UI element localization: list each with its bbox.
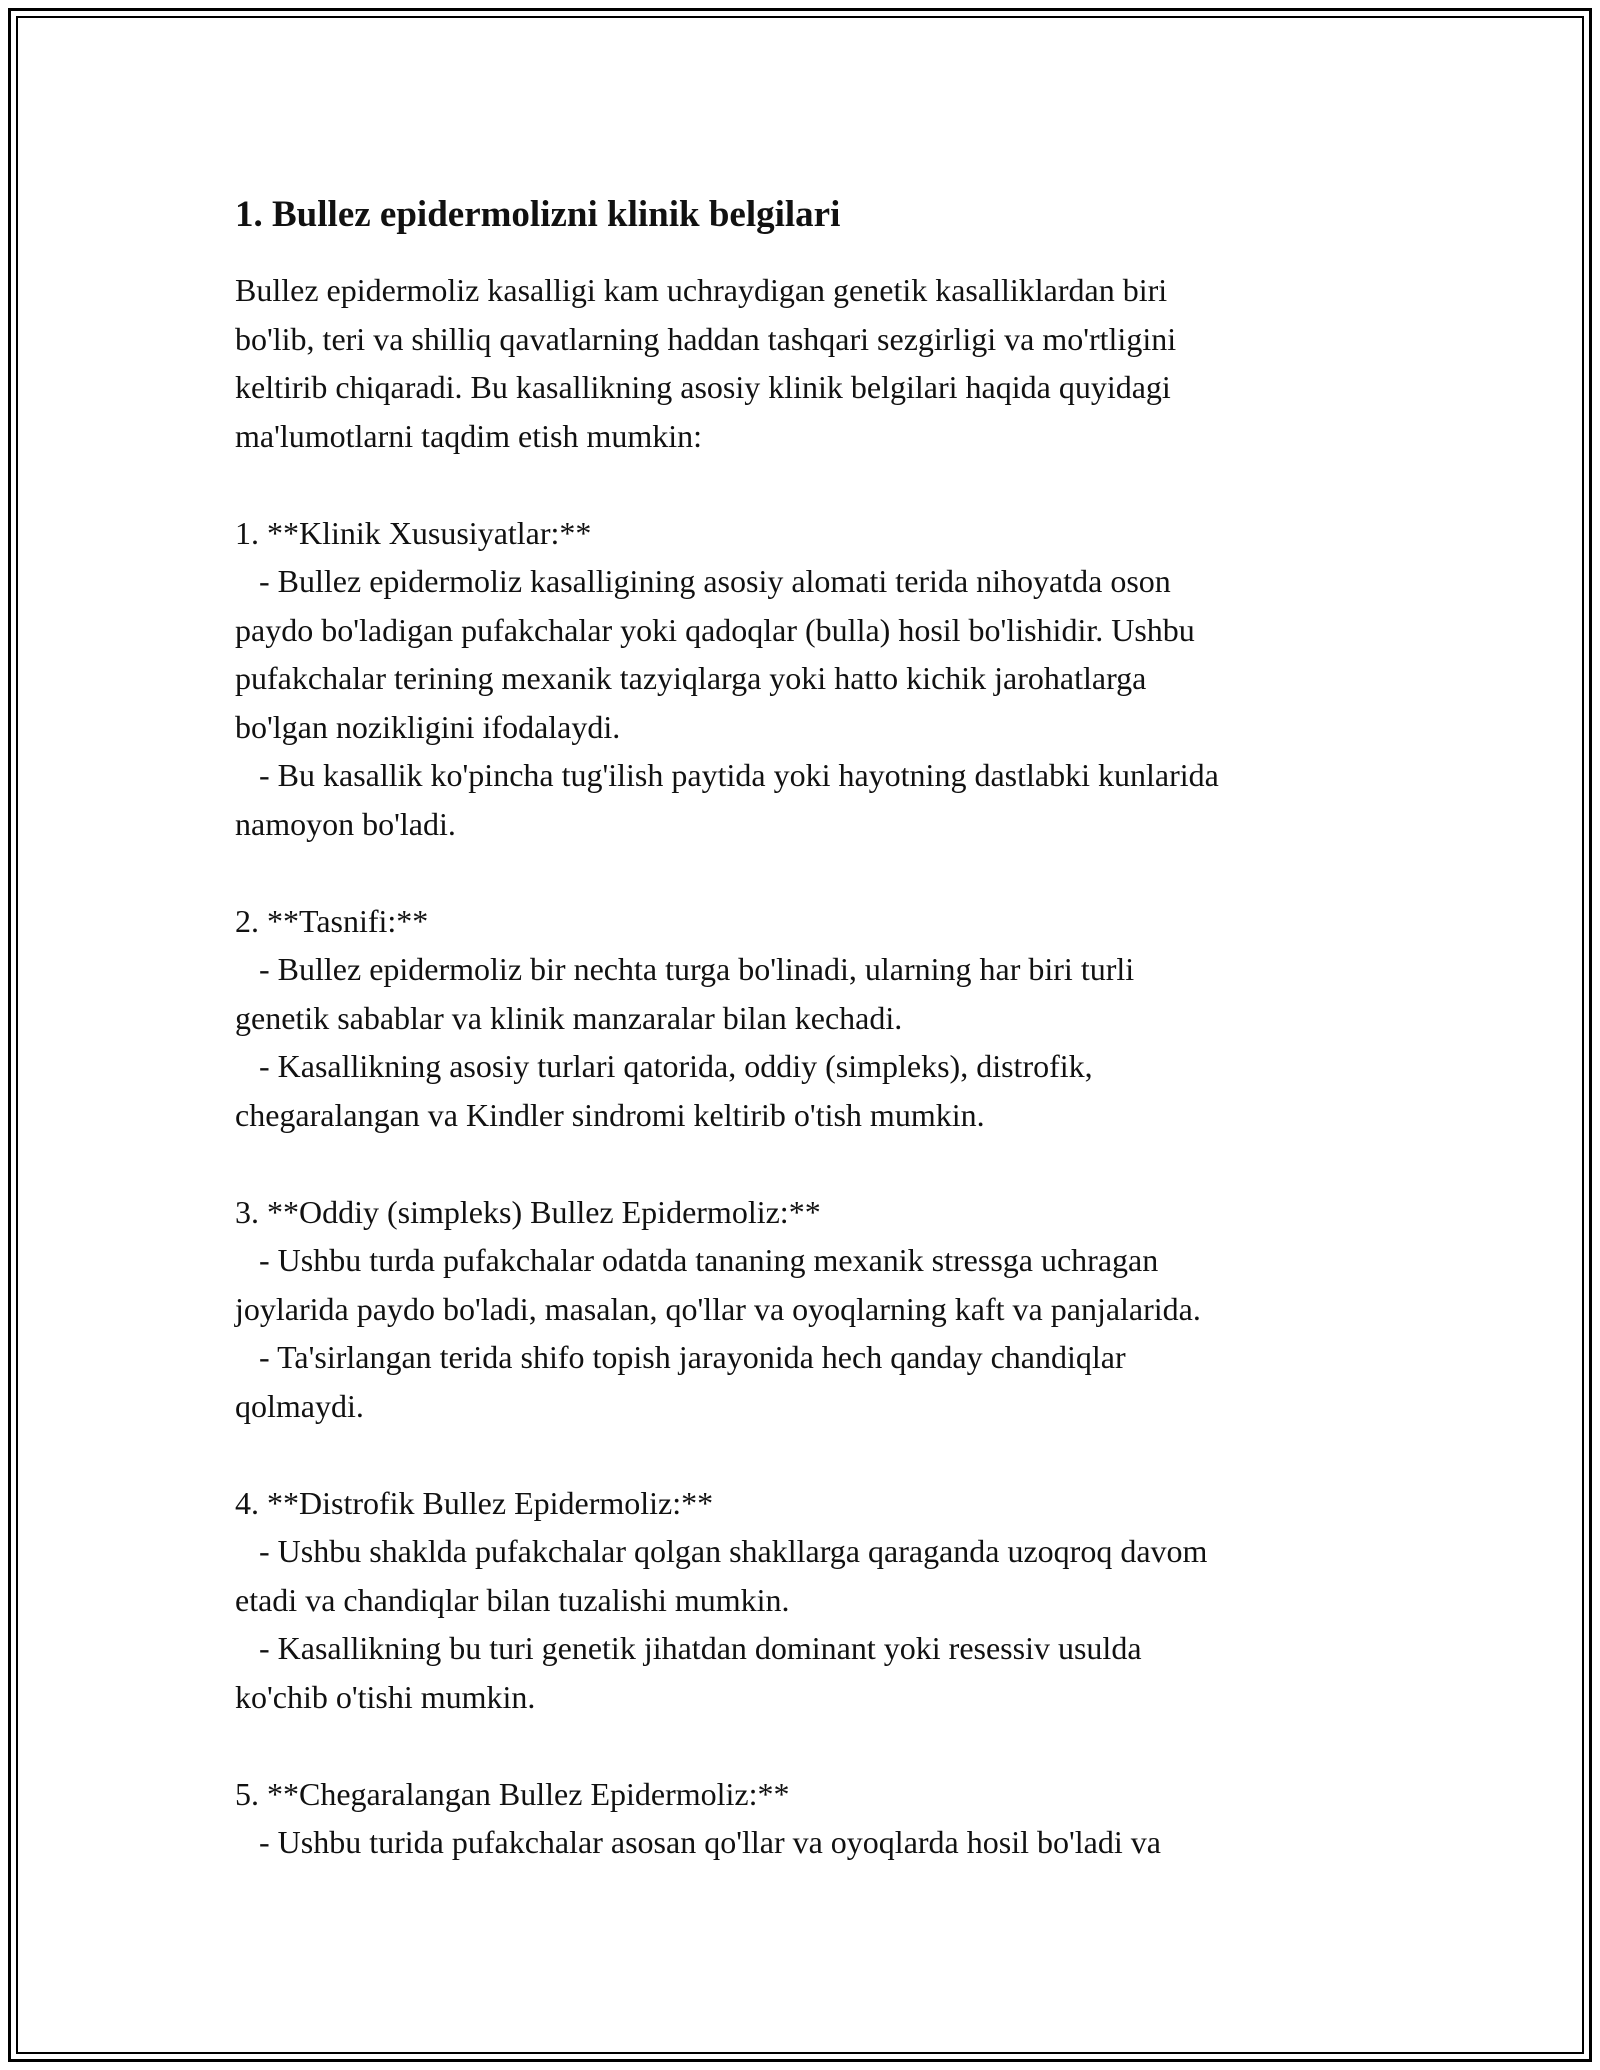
bullet-line: - Bullez epidermoliz bir nechta turga bo'linadi, ularning har biri turli [235,951,1135,987]
bullet-line: - Kasallikning asosiy turlari qatorida, oddiy (simpleks), distrofik, [235,1048,1093,1084]
bullet-line: - Ushbu turda pufakchalar odatda tananing mexanik stressga uchragan [235,1242,1159,1278]
intro-paragraph [235,266,1375,460]
bullet-line: - Ta'sirlangan terida shifo topish jarayonida hech qanday chandiqlar [235,1339,1126,1375]
bullet-line: genetik sabablar va klinik manzaralar bilan kechadi. [235,999,903,1036]
section-bullet [235,1333,1375,1430]
bullet-line: chegaralangan va Kindler sindromi keltirib o'tish mumkin. [235,1096,985,1133]
section-heading: 4. **Distrofik Bullez Epidermoliz:** [235,1484,714,1521]
bullet-line: - Bullez epidermoliz kasalligining asosiy alomati terida nihoyatda oson [235,563,1171,599]
bullet-line: paydo bo'ladigan pufakchalar yoki qadoqlar (bulla) hosil bo'lishidir. Ushbu [235,611,1195,648]
intro-line: ma'lumotlarni taqdim etish mumkin: [235,417,703,454]
section-4 [235,1479,1375,1722]
document-title: 1. Bullez epidermolizni klinik belgilari [235,194,841,235]
section-1 [235,509,1375,849]
section-spacer [235,1721,1375,1770]
document-body [235,190,1375,1867]
section-heading: 5. **Chegaralangan Bullez Epidermoliz:** [235,1775,790,1812]
section-heading: 3. **Oddiy (simpleks) Bullez Epidermoliz:** [235,1193,821,1230]
sections-list [235,460,1375,1867]
section-bullet [235,751,1375,848]
section-heading: 2. **Tasnifi:** [235,902,429,939]
bullet-line: joylarida paydo bo'ladi, masalan, qo'llar va oyoqlarning kaft va panjalarida. [235,1290,1201,1327]
bullet-line: pufakchalar terining mexanik tazyiqlarga yoki hatto kichik jarohatlarga [235,660,1147,696]
section-spacer [235,848,1375,897]
section-bullet [235,1818,1375,1867]
bullet-line: - Kasallikning bu turi genetik jihatdan dominant yoki resessiv usulda [235,1630,1142,1666]
bullet-line: - Ushbu shaklda pufakchalar qolgan shakllarga qaraganda uzoqroq davom [235,1533,1208,1569]
bullet-line: - Bu kasallik ko'pincha tug'ilish paytida yoki hayotning dastlabki kunlarida [235,757,1219,793]
section-2 [235,897,1375,1140]
section-5 [235,1770,1375,1867]
bullet-line: qolmaydi. [235,1387,364,1424]
section-heading: 1. **Klinik Xususiyatlar:** [235,514,592,551]
bullet-line: namoyon bo'ladi. [235,805,456,842]
section-bullet [235,1236,1375,1333]
bullet-line: bo'lgan nozikligini ifodalaydi. [235,708,621,745]
intro-line: Bullez epidermoliz kasalligi kam uchraydigan genetik kasalliklardan biri [235,272,1168,308]
section-bullet [235,1527,1375,1624]
section-spacer [235,1430,1375,1479]
bullet-line: - Ushbu turida pufakchalar asosan qo'llar va oyoqlarda hosil bo'ladi va [235,1824,1161,1860]
section-bullet [235,1042,1375,1139]
section-bullet [235,945,1375,1042]
intro-line: keltirib chiqaradi. Bu kasallikning asosiy klinik belgilari haqida quyidagi [235,369,1171,405]
bullet-line: etadi va chandiqlar bilan tuzalishi mumkin. [235,1581,790,1618]
section-3 [235,1188,1375,1431]
section-spacer [235,1139,1375,1188]
section-bullet [235,557,1375,751]
intro-line: bo'lib, teri va shilliq qavatlarning haddan tashqari sezgirligi va mo'rtligini [235,320,1177,357]
section-bullet [235,1624,1375,1721]
bullet-line: ko'chib o'tishi mumkin. [235,1678,536,1715]
section-spacer [235,460,1375,509]
